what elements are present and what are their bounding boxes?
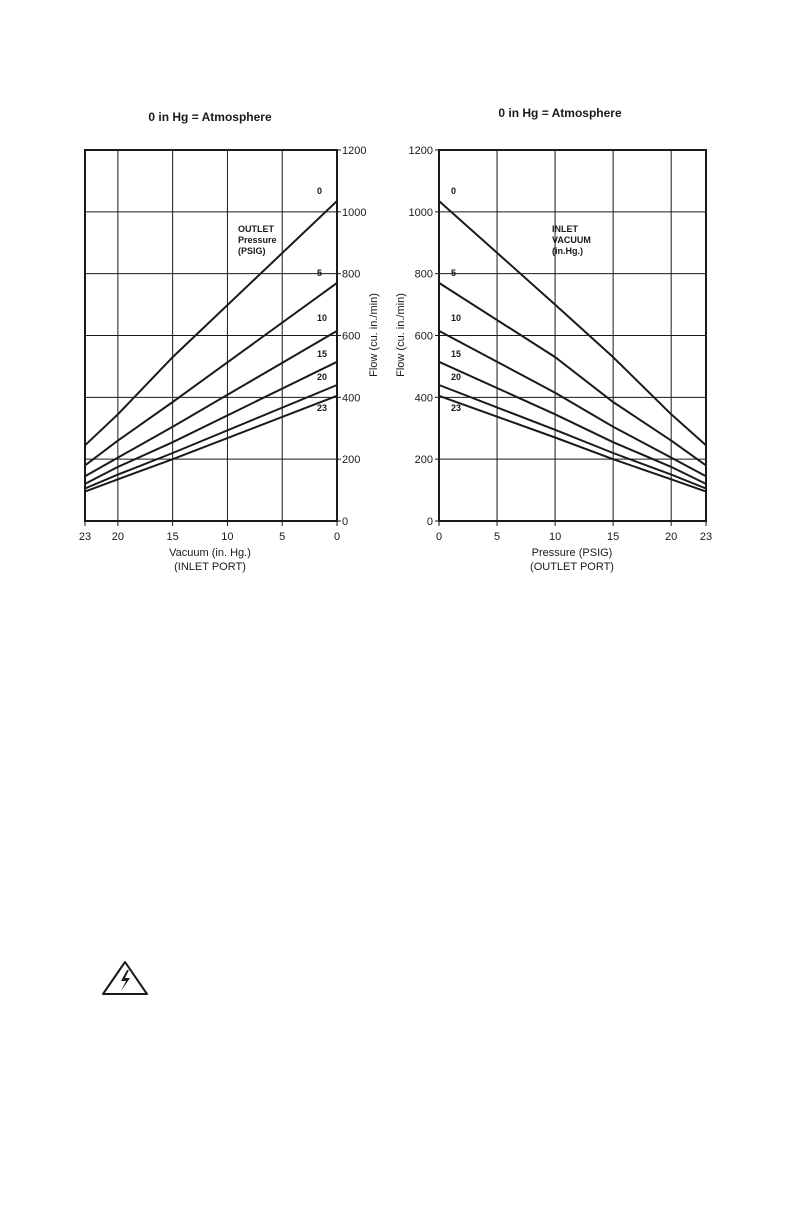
series-label: 15 (451, 348, 462, 359)
x-axis-label: Pressure (PSIG) (531, 547, 613, 559)
y-tick-label: 0 (426, 516, 433, 528)
series-label: 20 (317, 371, 328, 382)
y-tick-label: 1200 (408, 145, 433, 157)
legend-title-line: INLET (552, 224, 578, 234)
chart-title: 0 in Hg = Atmosphere (148, 110, 272, 124)
series-line-5 (439, 283, 706, 466)
series-label: 23 (317, 402, 328, 413)
series-line-15 (439, 362, 706, 484)
x-tick-label: 20 (665, 531, 678, 543)
series-label: 15 (317, 348, 328, 359)
y-tick-label: 600 (414, 330, 433, 343)
x-tick-label: 0 (333, 531, 341, 543)
series-label: 20 (451, 371, 462, 382)
x-tick-label: 15 (166, 531, 179, 543)
series-label: 0 (317, 186, 323, 197)
x-tick-label: 0 (435, 531, 443, 543)
y-axis-label: Flow (cu. in./min) (368, 293, 380, 377)
series-label: 10 (317, 312, 328, 323)
x-tick-label: 5 (279, 531, 286, 543)
y-tick-label: 1200 (342, 145, 367, 157)
electrical-hazard-icon (103, 962, 147, 994)
legend-title-line: OUTLET (238, 224, 274, 234)
x-axis-sublabel: (INLET PORT) (174, 561, 246, 573)
x-tick-label: 5 (493, 531, 501, 543)
series-line-0 (85, 201, 337, 445)
y-tick-label: 400 (342, 392, 361, 405)
legend-title-line: (PSIG) (238, 246, 266, 256)
y-tick-label: 600 (342, 330, 361, 343)
x-tick-label: 10 (548, 531, 562, 543)
x-tick-label: 10 (221, 531, 234, 543)
y-axis-label: Flow (cu. in./min) (395, 293, 407, 377)
x-tick-label: 23 (699, 531, 713, 543)
y-tick-label: 200 (342, 454, 361, 467)
series-line-15 (85, 362, 337, 484)
series-label: 23 (451, 402, 462, 413)
y-tick-label: 0 (342, 516, 349, 528)
pressure-flow-chart (395, 106, 712, 573)
vacuum-flow-chart (79, 110, 380, 573)
x-tick-label: 23 (78, 531, 92, 543)
series-line-10 (85, 331, 337, 476)
y-tick-label: 400 (414, 392, 433, 405)
y-tick-label: 1000 (408, 206, 433, 219)
series-label: 0 (451, 186, 457, 197)
x-tick-label: 15 (607, 531, 620, 543)
series-line-10 (439, 331, 706, 476)
y-tick-label: 800 (342, 268, 361, 281)
series-label: 5 (317, 267, 323, 278)
legend-title-line: VACUUM (552, 235, 591, 245)
x-tick-label: 20 (111, 531, 124, 543)
x-axis-sublabel: (OUTLET PORT) (530, 561, 614, 573)
legend-title-line: (in.Hg.) (552, 246, 583, 256)
y-tick-label: 200 (414, 454, 433, 467)
series-label: 10 (451, 312, 462, 323)
y-tick-label: 1000 (342, 206, 367, 219)
legend-title-line: Pressure (238, 235, 277, 245)
x-axis-label: Vacuum (in. Hg.) (169, 547, 251, 559)
series-label: 5 (451, 267, 457, 278)
y-tick-label: 800 (414, 268, 433, 281)
chart-title: 0 in Hg = Atmosphere (498, 106, 622, 120)
